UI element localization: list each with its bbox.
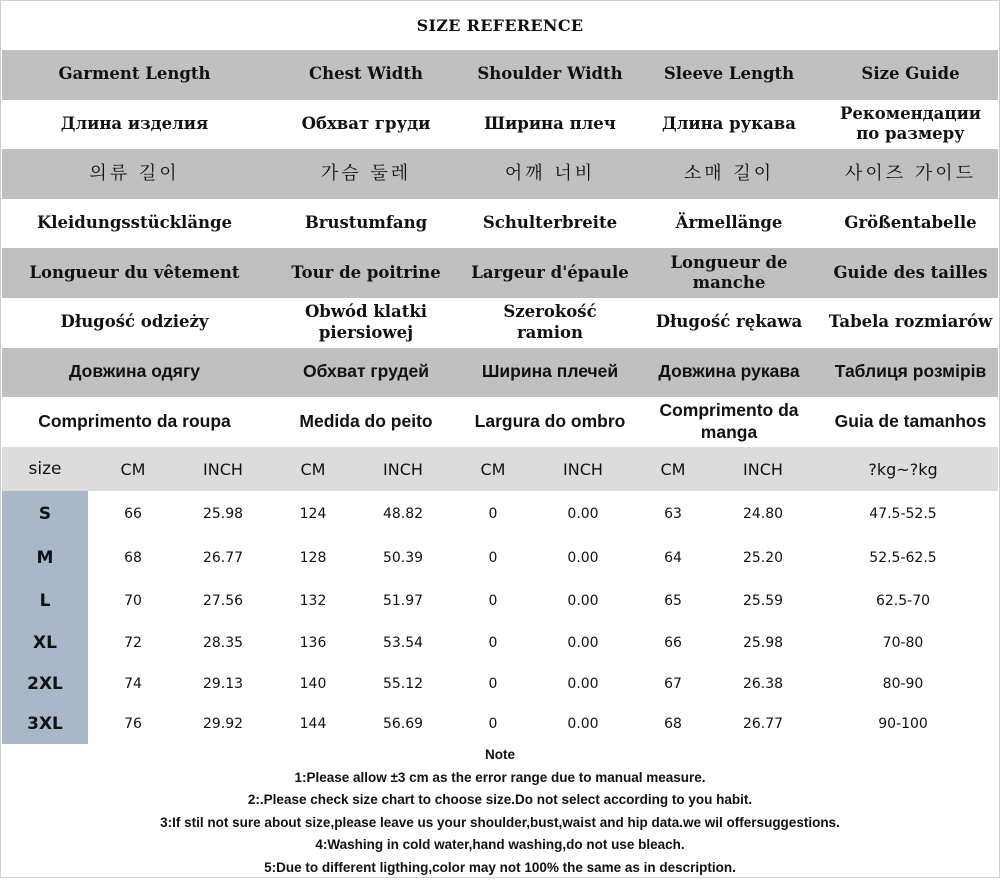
garment-length-label: Longueur du vêtement <box>29 262 240 282</box>
shoulder-width-label: Szerokość ramion <box>503 302 597 342</box>
chest-width-label: Obwód klatki piersiowej <box>304 302 428 342</box>
shoulder-inch-cell: 0.00 <box>567 505 599 522</box>
size-guide-label: Guia de tamanhos <box>834 411 987 432</box>
shoulder-inch-cell: 0.00 <box>567 675 599 692</box>
garment-length-label: Длина изделия <box>60 114 209 134</box>
weight-header: ?kg~?kg <box>868 459 938 479</box>
note-item: 2:.Please check size chart to choose size.Do not select according to you habit. <box>247 792 753 808</box>
sleeve-length-label: Comprimento da manga <box>659 400 799 442</box>
garment-length-label: Garment Length <box>58 64 211 84</box>
garment-length-label: Długość odzieży <box>60 312 209 332</box>
length-cm-cell: 76 <box>124 716 142 732</box>
chest-width-label: 가슴 둘레 <box>320 162 412 184</box>
length-cm-header: CM <box>120 459 146 479</box>
size-guide-label: Tabela rozmiarów <box>828 312 993 332</box>
shoulder-width-label: Shoulder Width <box>477 64 623 84</box>
length-cm-cell: 72 <box>124 634 142 651</box>
sleeve-length-label: 소매 길이 <box>683 162 775 184</box>
notes-section <box>0 744 1000 880</box>
sleeve-length-label: Sleeve Length <box>663 64 795 84</box>
size-guide-label: Size Guide <box>861 64 960 84</box>
shoulder-width-label: Largeur d'épaule <box>471 262 629 282</box>
table-row <box>2 704 998 744</box>
chest-cm-cell: 140 <box>299 675 327 692</box>
size-cell: L <box>2 580 88 622</box>
chest-cm-cell: 132 <box>299 593 327 609</box>
shoulder-inch-cell: 0.00 <box>567 593 599 609</box>
length-inch-cell: 26.77 <box>202 550 244 566</box>
length-inch-cell: 25.98 <box>202 505 244 522</box>
garment-length-label: Kleidungsstücklänge <box>36 213 233 233</box>
chest-cm-cell: 136 <box>299 634 327 651</box>
length-cm-cell: 68 <box>124 550 142 566</box>
lang-row-uk <box>2 348 998 398</box>
weight-cell: 47.5-52.5 <box>869 505 937 522</box>
sleeve-inch-cell: 26.77 <box>742 716 784 732</box>
length-cm-cell: 66 <box>124 505 142 522</box>
note-item: 3:If stil not sure about size,please leave us your shoulder,bust,waist and hip data.we wil offersuggestions. <box>160 814 840 830</box>
shoulder-width-label: Largura do ombro <box>474 411 626 432</box>
sleeve-cm-header: CM <box>660 459 686 479</box>
note-item: 4:Washing in cold water,hand washing,do not use bleach. <box>315 837 685 853</box>
garment-length-label: Довжина одягу <box>68 361 201 382</box>
chest-width-label: Medida do peito <box>299 411 433 432</box>
chest-inch-cell: 50.39 <box>382 550 424 566</box>
shoulder-width-label: Ширина плеч <box>484 114 616 134</box>
length-cm-cell: 70 <box>124 593 142 609</box>
size-guide-label: Größentabelle <box>844 213 977 233</box>
chest-width-label: Brustumfang <box>304 213 428 233</box>
weight-cell: 70-80 <box>882 634 924 651</box>
size-data-table <box>2 491 998 744</box>
chest-width-label: Chest Width <box>309 64 423 84</box>
lang-row-pl <box>2 298 998 348</box>
shoulder-cm-cell: 0 <box>488 505 498 522</box>
sleeve-length-label: Довжина рукава <box>658 361 800 382</box>
notes-heading: Note <box>485 747 515 762</box>
chest-inch-cell: 51.97 <box>382 593 424 609</box>
garment-length-label: Comprimento da roupa <box>38 411 231 432</box>
size-cell: 3XL <box>2 704 88 744</box>
shoulder-cm-cell: 0 <box>488 716 498 732</box>
lang-row-ko <box>2 149 998 199</box>
translation-table <box>2 50 998 447</box>
chest-inch-cell: 55.12 <box>382 675 424 692</box>
chest-width-label: Tour de poitrine <box>291 262 441 282</box>
length-inch-cell: 29.92 <box>202 716 244 732</box>
weight-cell: 52.5-62.5 <box>869 550 937 566</box>
size-cell: M <box>2 536 88 580</box>
shoulder-inch-header: INCH <box>563 459 603 479</box>
sleeve-length-label: Długość rękawa <box>655 312 803 332</box>
sleeve-length-label: Длина рукава <box>662 114 796 134</box>
sleeve-inch-cell: 26.38 <box>742 675 784 692</box>
sleeve-cm-cell: 65 <box>664 593 682 609</box>
size-guide-label: Guide des tailles <box>833 262 988 282</box>
chest-inch-header: INCH <box>383 459 423 479</box>
shoulder-inch-cell: 0.00 <box>567 716 599 732</box>
weight-cell: 80-90 <box>882 675 924 692</box>
chest-width-label: Обхват груди <box>301 114 431 134</box>
sleeve-cm-cell: 66 <box>664 634 682 651</box>
chest-inch-cell: 56.69 <box>382 716 424 732</box>
shoulder-cm-cell: 0 <box>488 634 498 651</box>
lang-row-de <box>2 199 998 249</box>
sleeve-cm-cell: 63 <box>664 505 682 522</box>
sleeve-inch-cell: 25.59 <box>742 593 784 609</box>
size-cell: S <box>2 491 88 536</box>
size-guide-label: 사이즈 가이드 <box>844 162 977 184</box>
shoulder-inch-cell: 0.00 <box>567 550 599 566</box>
chest-cm-cell: 144 <box>299 716 327 732</box>
sleeve-cm-cell: 67 <box>664 675 682 692</box>
size-cell: 2XL <box>2 663 88 704</box>
size-cell: XL <box>2 622 88 663</box>
shoulder-width-label: Ширина плечей <box>481 361 619 382</box>
weight-cell: 62.5-70 <box>875 593 931 609</box>
size-header: size <box>28 459 62 479</box>
sleeve-cm-cell: 68 <box>664 716 682 732</box>
shoulder-cm-cell: 0 <box>488 675 498 692</box>
length-inch-header: INCH <box>203 459 243 479</box>
length-cm-cell: 74 <box>124 675 142 692</box>
chest-width-label: Обхват грудей <box>302 361 430 382</box>
length-inch-cell: 27.56 <box>202 593 244 609</box>
chest-cm-cell: 128 <box>299 550 327 566</box>
weight-cell: 90-100 <box>878 716 928 732</box>
table-row <box>2 663 998 704</box>
shoulder-width-label: Schulterbreite <box>482 213 618 233</box>
table-row <box>2 491 998 536</box>
shoulder-inch-cell: 0.00 <box>567 634 599 651</box>
shoulder-cm-header: CM <box>480 459 506 479</box>
lang-row-en <box>2 50 998 100</box>
sleeve-inch-header: INCH <box>743 459 783 479</box>
chest-cm-cell: 124 <box>299 505 327 522</box>
chest-inch-cell: 53.54 <box>382 634 424 651</box>
sleeve-length-label: Ärmellänge <box>675 213 783 233</box>
sleeve-length-label: Longueur de manche <box>670 252 788 293</box>
sleeve-inch-cell: 25.98 <box>742 634 784 651</box>
shoulder-cm-cell: 0 <box>488 593 498 609</box>
table-row <box>2 580 998 622</box>
table-row <box>2 536 998 580</box>
length-inch-cell: 29.13 <box>202 675 244 692</box>
lang-row-ru <box>2 100 998 150</box>
units-header-row <box>2 447 998 491</box>
garment-length-label: 의류 길이 <box>89 162 180 184</box>
sleeve-inch-cell: 25.20 <box>742 550 784 566</box>
lang-row-pt <box>2 397 998 447</box>
shoulder-cm-cell: 0 <box>488 550 498 566</box>
lang-row-fr <box>2 248 998 298</box>
sleeve-inch-cell: 24.80 <box>742 505 784 522</box>
table-row <box>2 622 998 663</box>
chest-inch-cell: 48.82 <box>382 505 424 522</box>
length-inch-cell: 28.35 <box>202 634 244 651</box>
chart-title: SIZE REFERENCE <box>416 15 584 35</box>
size-guide-label: Таблиця розмірів <box>834 361 987 382</box>
sleeve-cm-cell: 64 <box>664 550 682 566</box>
chest-cm-header: CM <box>300 459 326 479</box>
note-item: 5:Due to different ligthing,color may not 100% the same as in description. <box>264 859 736 875</box>
shoulder-width-label: 어깨 너비 <box>504 162 596 184</box>
size-guide-label: Рекомендации по размеру <box>839 103 982 144</box>
note-item: 1:Please allow ±3 cm as the error range due to manual measure. <box>294 769 706 785</box>
